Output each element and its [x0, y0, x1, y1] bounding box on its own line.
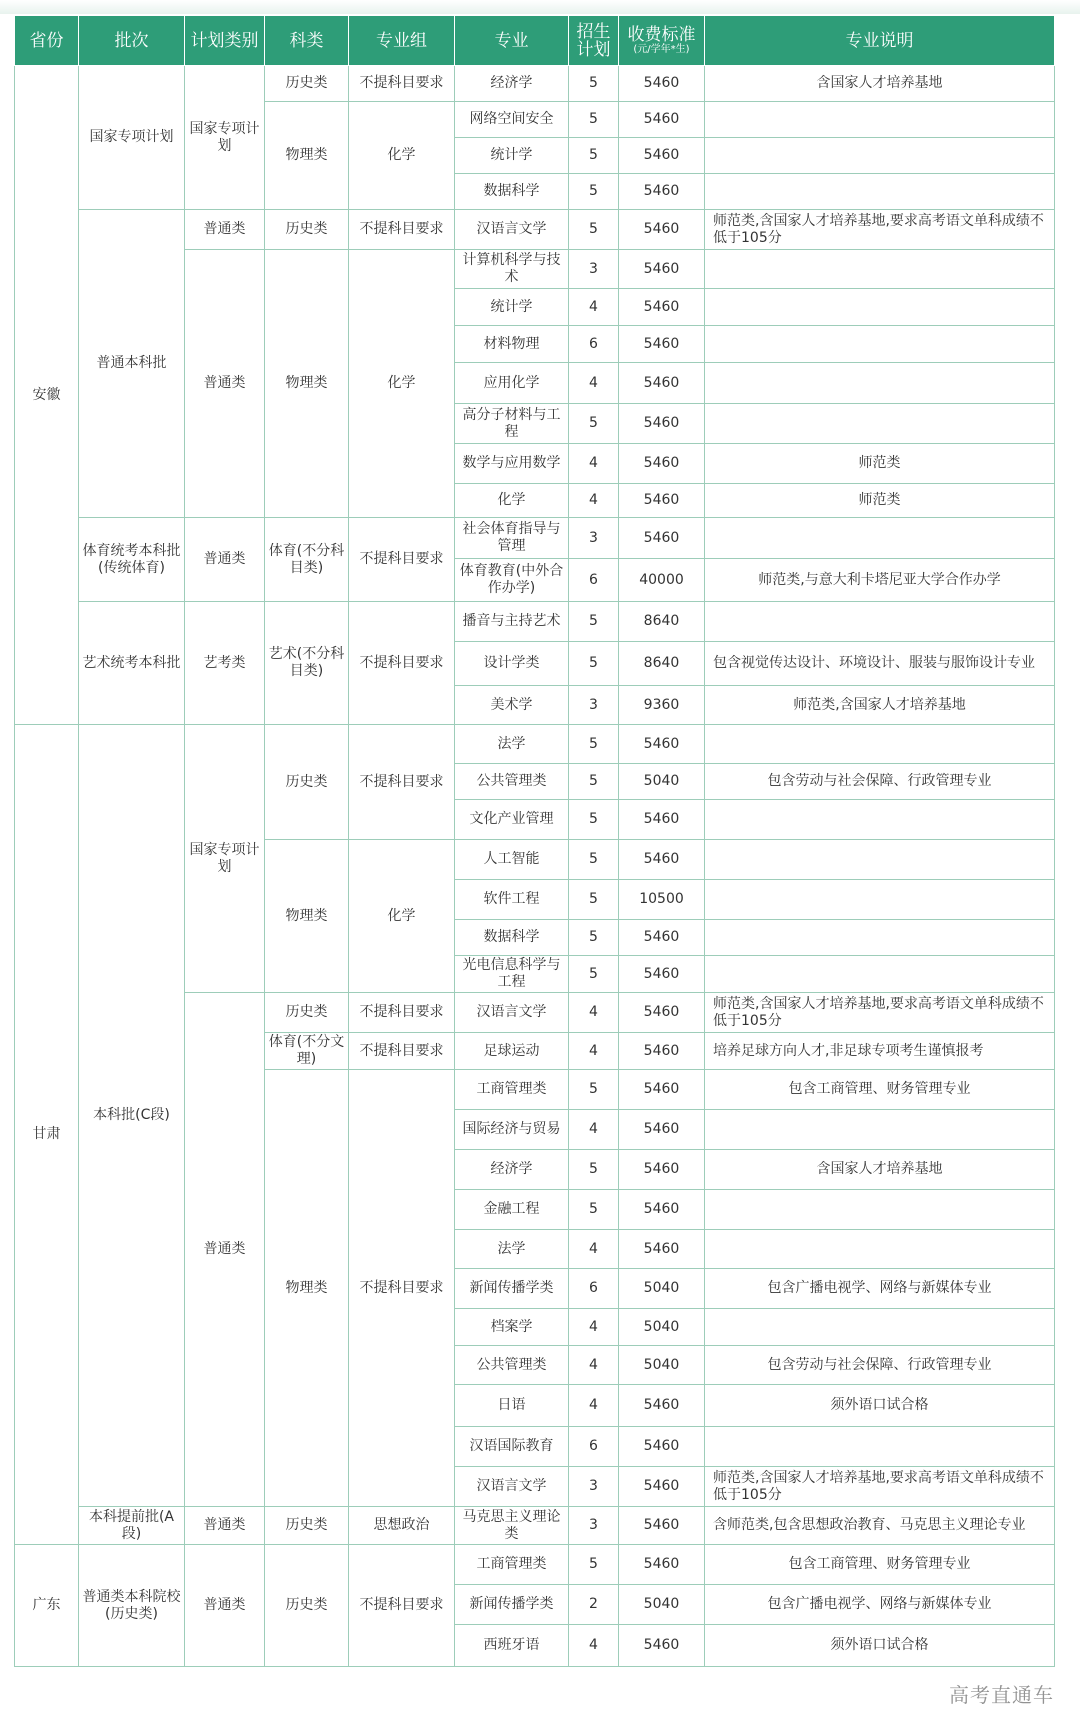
- quota-cell: 5: [569, 602, 619, 642]
- group-cell: 不提科目要求: [349, 602, 455, 725]
- fee-cell: 5460: [619, 1033, 705, 1070]
- major-cell: 统计学: [455, 289, 569, 326]
- major-cell: 光电信息科学与工程: [455, 956, 569, 993]
- major-cell: 数据科学: [455, 920, 569, 956]
- note-cell: [705, 880, 1055, 920]
- major-cell: 法学: [455, 1230, 569, 1269]
- major-cell: 人工智能: [455, 840, 569, 880]
- note-cell: 师范类,含国家人才培养基地,要求高考语文单科成绩不低于105分: [705, 1467, 1055, 1507]
- fee-cell: 5040: [619, 1269, 705, 1309]
- major-cell: 公共管理类: [455, 764, 569, 800]
- fee-cell: 8640: [619, 642, 705, 686]
- major-cell: 文化产业管理: [455, 800, 569, 840]
- quota-cell: 4: [569, 1385, 619, 1427]
- note-cell: [705, 1427, 1055, 1467]
- note-cell: [705, 326, 1055, 363]
- header-subject-category: 科类: [265, 16, 349, 66]
- major-cell: 经济学: [455, 1150, 569, 1190]
- table-row: [15, 210, 1055, 250]
- major-cell: 马克思主义理论类: [455, 1507, 569, 1545]
- header-batch: 批次: [79, 16, 185, 66]
- header-fee-unit: (元/学年*生): [633, 43, 690, 55]
- fee-cell: 5460: [619, 840, 705, 880]
- subject-cell: 体育(不分科目类): [265, 518, 349, 602]
- batch-cell: 体育统考本科批(传统体育): [79, 518, 185, 602]
- table-row: [15, 602, 1055, 642]
- major-cell: 汉语言文学: [455, 210, 569, 250]
- major-cell: 国际经济与贸易: [455, 1110, 569, 1150]
- note-cell: [705, 920, 1055, 956]
- note-cell: 师范类: [705, 444, 1055, 484]
- group-cell: 化学: [349, 840, 455, 993]
- quota-cell: 4: [569, 289, 619, 326]
- fee-cell: 5460: [619, 138, 705, 174]
- note-cell: 师范类,含国家人才培养基地: [705, 686, 1055, 725]
- major-cell: 设计学类: [455, 642, 569, 686]
- major-cell: 社会体育指导与管理: [455, 518, 569, 559]
- quota-cell: 5: [569, 174, 619, 210]
- quota-cell: 5: [569, 210, 619, 250]
- fee-cell: 5460: [619, 725, 705, 764]
- quota-cell: 3: [569, 518, 619, 559]
- fee-cell: 10500: [619, 880, 705, 920]
- quota-cell: 2: [569, 1585, 619, 1625]
- major-cell: 工商管理类: [455, 1070, 569, 1110]
- note-cell: [705, 1190, 1055, 1230]
- major-cell: 播音与主持艺术: [455, 602, 569, 642]
- batch-cell: 普通本科批: [79, 210, 185, 518]
- fee-cell: 5460: [619, 1625, 705, 1667]
- subject-cell: 历史类: [265, 1507, 349, 1545]
- note-cell: 包含工商管理、财务管理专业: [705, 1545, 1055, 1585]
- header-quota: 招生计划: [569, 16, 619, 66]
- quota-cell: 3: [569, 686, 619, 725]
- province-cell: 广东: [15, 1545, 79, 1667]
- batch-cell: 普通类本科院校(历史类): [79, 1545, 185, 1667]
- group-cell: 不提科目要求: [349, 993, 455, 1033]
- quota-cell: 4: [569, 363, 619, 404]
- group-cell: 不提科目要求: [349, 725, 455, 840]
- quota-cell: 4: [569, 1625, 619, 1667]
- major-cell: 化学: [455, 484, 569, 518]
- subject-cell: 物理类: [265, 250, 349, 518]
- quota-cell: 3: [569, 250, 619, 289]
- group-cell: 化学: [349, 250, 455, 518]
- header-notes: 专业说明: [705, 16, 1055, 66]
- note-cell: [705, 518, 1055, 559]
- subject-cell: 物理类: [265, 102, 349, 210]
- note-cell: 师范类,含国家人才培养基地,要求高考语文单科成绩不低于105分: [705, 993, 1055, 1033]
- major-cell: 高分子材料与工程: [455, 404, 569, 444]
- note-cell: 包含工商管理、财务管理专业: [705, 1070, 1055, 1110]
- fee-cell: 5040: [619, 1585, 705, 1625]
- fee-cell: 5460: [619, 102, 705, 138]
- plan-type-cell: 普通类: [185, 250, 265, 518]
- quota-cell: 6: [569, 1427, 619, 1467]
- note-cell: [705, 102, 1055, 138]
- subject-cell: 历史类: [265, 725, 349, 840]
- group-cell: 不提科目要求: [349, 66, 455, 102]
- note-cell: [705, 174, 1055, 210]
- table-row: [15, 725, 1055, 764]
- plan-type-cell: 普通类: [185, 518, 265, 602]
- note-cell: [705, 956, 1055, 993]
- quota-cell: 6: [569, 1269, 619, 1309]
- major-cell: 足球运动: [455, 1033, 569, 1070]
- fee-cell: 5040: [619, 1346, 705, 1385]
- quota-cell: 5: [569, 920, 619, 956]
- plan-type-cell: 国家专项计划: [185, 66, 265, 210]
- fee-cell: 5460: [619, 210, 705, 250]
- note-cell: 培养足球方向人才,非足球专项考生谨慎报考: [705, 1033, 1055, 1070]
- fee-cell: 5460: [619, 444, 705, 484]
- plan-type-cell: 普通类: [185, 1545, 265, 1667]
- major-cell: 档案学: [455, 1309, 569, 1346]
- major-cell: 经济学: [455, 66, 569, 102]
- note-cell: 包含视觉传达设计、环境设计、服装与服饰设计专业: [705, 642, 1055, 686]
- fee-cell: 40000: [619, 559, 705, 602]
- batch-cell: 本科批(C段): [79, 725, 185, 1507]
- table-row: [15, 1545, 1055, 1585]
- note-cell: [705, 1309, 1055, 1346]
- fee-cell: 9360: [619, 686, 705, 725]
- quota-cell: 3: [569, 1467, 619, 1507]
- quota-cell: 5: [569, 1190, 619, 1230]
- note-cell: 须外语口试合格: [705, 1625, 1055, 1667]
- table-row: [15, 518, 1055, 559]
- quota-cell: 5: [569, 642, 619, 686]
- subject-cell: 艺术(不分科目类): [265, 602, 349, 725]
- major-cell: 计算机科学与技术: [455, 250, 569, 289]
- fee-cell: 5460: [619, 1427, 705, 1467]
- major-cell: 体育教育(中外合作办学): [455, 559, 569, 602]
- quota-cell: 5: [569, 66, 619, 102]
- admission-plan-table: [14, 15, 1055, 1667]
- quota-cell: 5: [569, 764, 619, 800]
- batch-cell: 艺术统考本科批: [79, 602, 185, 725]
- note-cell: 含国家人才培养基地: [705, 1150, 1055, 1190]
- subject-cell: 物理类: [265, 840, 349, 993]
- plan-type-cell: 国家专项计划: [185, 725, 265, 993]
- note-cell: [705, 800, 1055, 840]
- header-row: [15, 16, 1055, 66]
- fee-cell: 5460: [619, 1507, 705, 1545]
- note-cell: [705, 602, 1055, 642]
- note-cell: [705, 840, 1055, 880]
- fee-cell: 5460: [619, 326, 705, 363]
- subject-cell: 体育(不分文理): [265, 1033, 349, 1070]
- fee-cell: 5460: [619, 518, 705, 559]
- fee-cell: 5460: [619, 1467, 705, 1507]
- note-cell: [705, 1230, 1055, 1269]
- major-cell: 工商管理类: [455, 1545, 569, 1585]
- fee-cell: 5460: [619, 484, 705, 518]
- group-cell: 不提科目要求: [349, 1033, 455, 1070]
- quota-cell: 5: [569, 138, 619, 174]
- table-row: [15, 1507, 1055, 1545]
- fee-cell: 5460: [619, 993, 705, 1033]
- header-fee: [619, 16, 705, 66]
- note-cell: [705, 363, 1055, 404]
- note-cell: [705, 404, 1055, 444]
- fee-cell: 5460: [619, 800, 705, 840]
- province-cell: 甘肃: [15, 725, 79, 1545]
- quota-cell: 5: [569, 956, 619, 993]
- note-cell: 包含劳动与社会保障、行政管理专业: [705, 1346, 1055, 1385]
- note-cell: [705, 725, 1055, 764]
- fee-cell: 5460: [619, 920, 705, 956]
- note-cell: 师范类,含国家人才培养基地,要求高考语文单科成绩不低于105分: [705, 210, 1055, 250]
- group-cell: 化学: [349, 102, 455, 210]
- note-cell: 包含广播电视学、网络与新媒体专业: [705, 1269, 1055, 1309]
- quota-cell: 3: [569, 1507, 619, 1545]
- major-cell: 美术学: [455, 686, 569, 725]
- fee-cell: 5460: [619, 250, 705, 289]
- quota-cell: 5: [569, 725, 619, 764]
- group-cell: 思想政治: [349, 1507, 455, 1545]
- quota-cell: 4: [569, 1230, 619, 1269]
- group-cell: 不提科目要求: [349, 1070, 455, 1507]
- major-cell: 应用化学: [455, 363, 569, 404]
- quota-cell: 5: [569, 800, 619, 840]
- quota-cell: 6: [569, 326, 619, 363]
- note-cell: [705, 289, 1055, 326]
- fee-cell: 8640: [619, 602, 705, 642]
- header-fee-title: 收费标准: [627, 24, 696, 45]
- quota-cell: 5: [569, 840, 619, 880]
- major-cell: 统计学: [455, 138, 569, 174]
- major-cell: 数据科学: [455, 174, 569, 210]
- fee-cell: 5460: [619, 1545, 705, 1585]
- table-row: [15, 66, 1055, 102]
- fee-cell: 5460: [619, 66, 705, 102]
- subject-cell: 历史类: [265, 1545, 349, 1667]
- major-cell: 软件工程: [455, 880, 569, 920]
- major-cell: 汉语言文学: [455, 1467, 569, 1507]
- major-cell: 汉语国际教育: [455, 1427, 569, 1467]
- major-cell: 网络空间安全: [455, 102, 569, 138]
- plan-type-cell: 普通类: [185, 993, 265, 1507]
- header-major-group: 专业组: [349, 16, 455, 66]
- note-cell: 包含广播电视学、网络与新媒体专业: [705, 1585, 1055, 1625]
- note-cell: [705, 1110, 1055, 1150]
- group-cell: 不提科目要求: [349, 1545, 455, 1667]
- note-cell: [705, 250, 1055, 289]
- header-province: 省份: [15, 16, 79, 66]
- fee-cell: 5460: [619, 1070, 705, 1110]
- fee-cell: 5460: [619, 289, 705, 326]
- quota-cell: 5: [569, 1545, 619, 1585]
- major-cell: 新闻传播学类: [455, 1585, 569, 1625]
- note-cell: 师范类: [705, 484, 1055, 518]
- plan-type-cell: 普通类: [185, 1507, 265, 1545]
- group-cell: 不提科目要求: [349, 210, 455, 250]
- subject-cell: 历史类: [265, 66, 349, 102]
- quota-cell: 4: [569, 1110, 619, 1150]
- fee-cell: 5460: [619, 1110, 705, 1150]
- header-plan-type: 计划类别: [185, 16, 265, 66]
- quota-cell: 4: [569, 1033, 619, 1070]
- plan-type-cell: 艺考类: [185, 602, 265, 725]
- quota-cell: 4: [569, 1346, 619, 1385]
- note-cell: 须外语口试合格: [705, 1385, 1055, 1427]
- fee-cell: 5460: [619, 956, 705, 993]
- major-cell: 日语: [455, 1385, 569, 1427]
- fee-cell: 5460: [619, 1385, 705, 1427]
- major-cell: 公共管理类: [455, 1346, 569, 1385]
- major-cell: 汉语言文学: [455, 993, 569, 1033]
- quota-cell: 4: [569, 993, 619, 1033]
- major-cell: 数学与应用数学: [455, 444, 569, 484]
- quota-cell: 5: [569, 1150, 619, 1190]
- subject-cell: 物理类: [265, 1070, 349, 1507]
- province-cell: 安徽: [15, 66, 79, 725]
- quota-cell: 5: [569, 404, 619, 444]
- fee-cell: 5460: [619, 1150, 705, 1190]
- batch-cell: 本科提前批(A段): [79, 1507, 185, 1545]
- group-cell: 不提科目要求: [349, 518, 455, 602]
- major-cell: 西班牙语: [455, 1625, 569, 1667]
- quota-cell: 6: [569, 559, 619, 602]
- fee-cell: 5460: [619, 174, 705, 210]
- top-gradient-bar: [0, 0, 1080, 14]
- major-cell: 金融工程: [455, 1190, 569, 1230]
- subject-cell: 历史类: [265, 210, 349, 250]
- quota-cell: 4: [569, 1309, 619, 1346]
- quota-cell: 5: [569, 1070, 619, 1110]
- note-cell: 师范类,与意大利卡塔尼亚大学合作办学: [705, 559, 1055, 602]
- fee-cell: 5460: [619, 1190, 705, 1230]
- fee-cell: 5040: [619, 764, 705, 800]
- note-cell: 含师范类,包含思想政治教育、马克思主义理论专业: [705, 1507, 1055, 1545]
- quota-cell: 5: [569, 880, 619, 920]
- plan-type-cell: 普通类: [185, 210, 265, 250]
- fee-cell: 5460: [619, 363, 705, 404]
- fee-cell: 5460: [619, 1230, 705, 1269]
- major-cell: 法学: [455, 725, 569, 764]
- fee-cell: 5040: [619, 1309, 705, 1346]
- fee-cell: 5460: [619, 404, 705, 444]
- header-major: 专业: [455, 16, 569, 66]
- major-cell: 新闻传播学类: [455, 1269, 569, 1309]
- subject-cell: 历史类: [265, 993, 349, 1033]
- quota-cell: 5: [569, 102, 619, 138]
- note-cell: 包含劳动与社会保障、行政管理专业: [705, 764, 1055, 800]
- watermark-text: 高考直通车: [949, 1683, 1054, 1707]
- note-cell: 含国家人才培养基地: [705, 66, 1055, 102]
- note-cell: [705, 138, 1055, 174]
- quota-cell: 4: [569, 484, 619, 518]
- batch-cell: 国家专项计划: [79, 66, 185, 210]
- quota-cell: 4: [569, 444, 619, 484]
- major-cell: 材料物理: [455, 326, 569, 363]
